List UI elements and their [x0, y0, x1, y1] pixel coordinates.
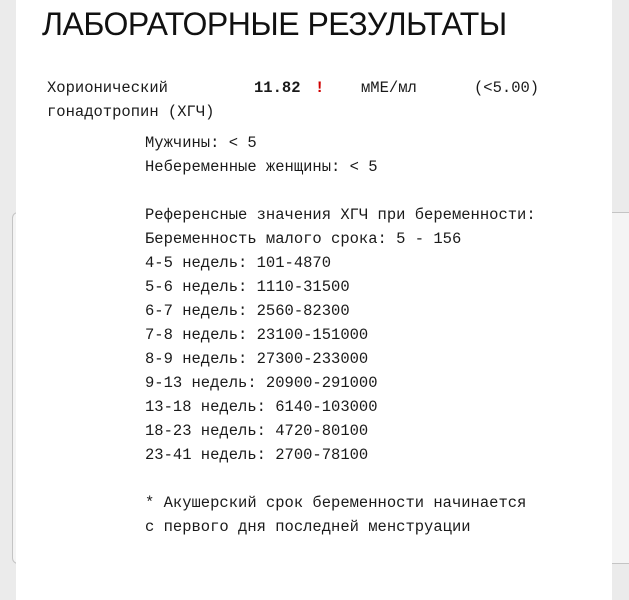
test-reference-range: (<5.00)	[474, 79, 540, 97]
note-week-range: 8-9 недель: 27300-233000	[145, 350, 369, 368]
note-early-pregnancy: Беременность малого срока: 5 - 156	[145, 230, 462, 248]
page-title: ЛАБОРАТОРНЫЕ РЕЗУЛЬТАТЫ	[42, 6, 507, 42]
note-week-range: 4-5 недель: 101-4870	[145, 254, 332, 272]
reference-notes	[145, 131, 536, 539]
test-unit: мМЕ/мл	[361, 79, 417, 97]
note-week-range: 5-6 недель: 1110-31500	[145, 278, 350, 296]
note-pregnancy-header: Референсные значения ХГЧ при беременности:	[145, 206, 536, 224]
test-name	[47, 76, 214, 124]
test-name-line1: Хорионический	[47, 79, 168, 97]
note-non-pregnant: Небеременные женщины: < 5	[145, 158, 378, 176]
note-week-range: 9-13 недель: 20900-291000	[145, 374, 378, 392]
note-week-range: 23-41 недель: 2700-78100	[145, 446, 369, 464]
note-week-range: 18-23 недель: 4720-80100	[145, 422, 369, 440]
note-week-range: 6-7 недель: 2560-82300	[145, 302, 350, 320]
footnote-line2: с первого дня последней менструации	[145, 518, 471, 536]
test-name-line2: гонадотропин (ХГЧ)	[47, 103, 215, 121]
spacer	[145, 179, 536, 203]
spacer	[145, 467, 536, 491]
note-week-range: 13-18 недель: 6140-103000	[145, 398, 378, 416]
note-week-range: 7-8 недель: 23100-151000	[145, 326, 369, 344]
abnormal-flag-icon: !	[315, 79, 325, 97]
footnote-line1: * Акушерский срок беременности начинается	[145, 494, 527, 512]
note-men: Мужчины: < 5	[145, 134, 257, 152]
test-value: 11.82	[254, 79, 301, 97]
